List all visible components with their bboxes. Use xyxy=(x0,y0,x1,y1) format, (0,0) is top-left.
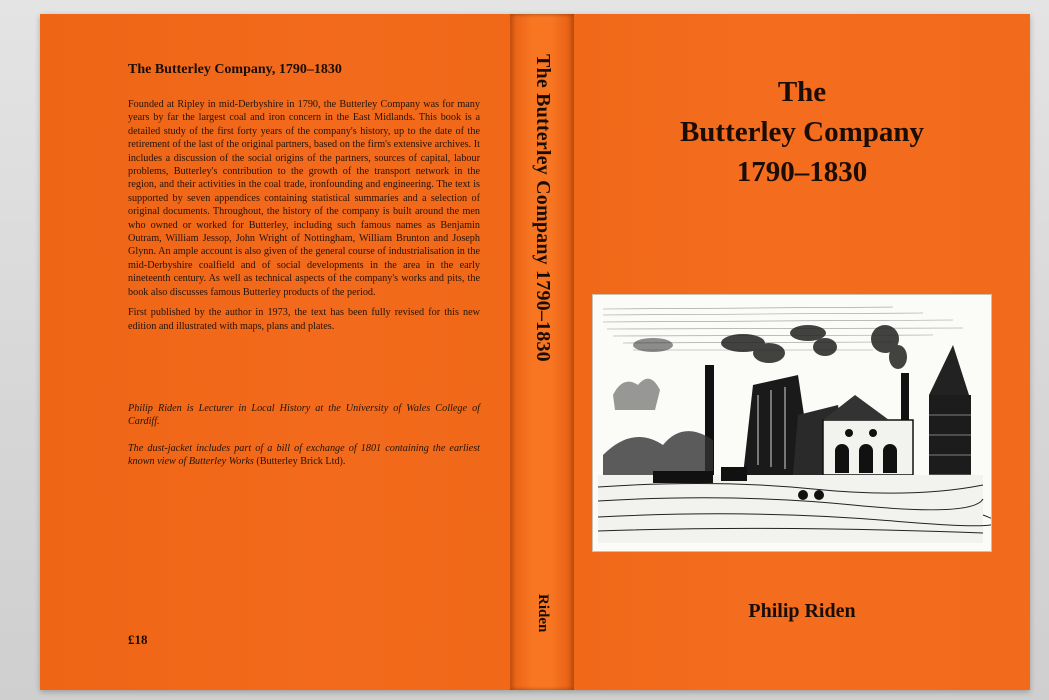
front-cover xyxy=(574,14,1030,690)
back-cover-title: The Butterley Company, 1790–1830 xyxy=(128,62,342,77)
engraving-illustration xyxy=(593,295,991,551)
spine-title: The Butterley Company 1790–1830 xyxy=(532,54,554,362)
jacket-note xyxy=(128,442,480,469)
blurb-paragraph: Founded at Ripley in mid-Derbyshire in 1790, the Butterley Company was for many years by far the largest coal and iron concern in the East Midlands. This book is a detailed study of the first forty years of the company's history, up to the date of the retirement of the last of the original partners, based on the firm's extensive archives. It includes a discussion of the social origins of the partners, sources of capital, labour problems, Butterley's contribution to the growth of the transport network in the region, and their activities in the coal trade, ironfounding and engineering. The text is supported by seven appendices containing statistical summaries and a selection of original documents. Throughout, the history of the company is built around the men who owned or worked for Butterley, including such famous names as Benjamin Outram, William Jessop, John Wright of Nottingham, William Brunton and Joseph Glynn. An ample account is also given of the general course of industrialisation in the mid-Derbyshire coalfield and of social developments in the area in the early nineteenth century. As well as technical aspects of the company's works and pits, the book also discusses famous Butterley products of the period. xyxy=(128,99,480,298)
front-cover-author: Philip Riden xyxy=(748,600,856,622)
price-label: £18 xyxy=(128,632,148,647)
author-note: Philip Riden is Lecturer in Local History at the University of Wales College of Cardiff. xyxy=(128,403,480,428)
blurb-paragraph: First published by the author in 1973, the text has been fully revised for this new edition and illustrated with maps, plans and plates. xyxy=(128,307,480,332)
back-cover-blurb xyxy=(128,98,480,340)
jacket-note-plain: (Butterley Brick Ltd). xyxy=(253,456,346,468)
front-title-line: The xyxy=(777,76,827,108)
book-dust-jacket xyxy=(40,14,1030,690)
back-cover xyxy=(40,14,510,690)
jacket-note-italic: The dust-jacket includes part of a bill of exchange of 1801 containing the earliest known view of Butterley Works xyxy=(128,443,480,468)
book-spine xyxy=(510,14,574,690)
front-cover-title xyxy=(574,72,1030,192)
spine-author: Riden xyxy=(535,594,551,633)
front-title-line: Butterley Company xyxy=(679,116,925,148)
butterley-works-engraving xyxy=(592,294,992,552)
front-title-line: 1790–1830 xyxy=(736,156,868,188)
